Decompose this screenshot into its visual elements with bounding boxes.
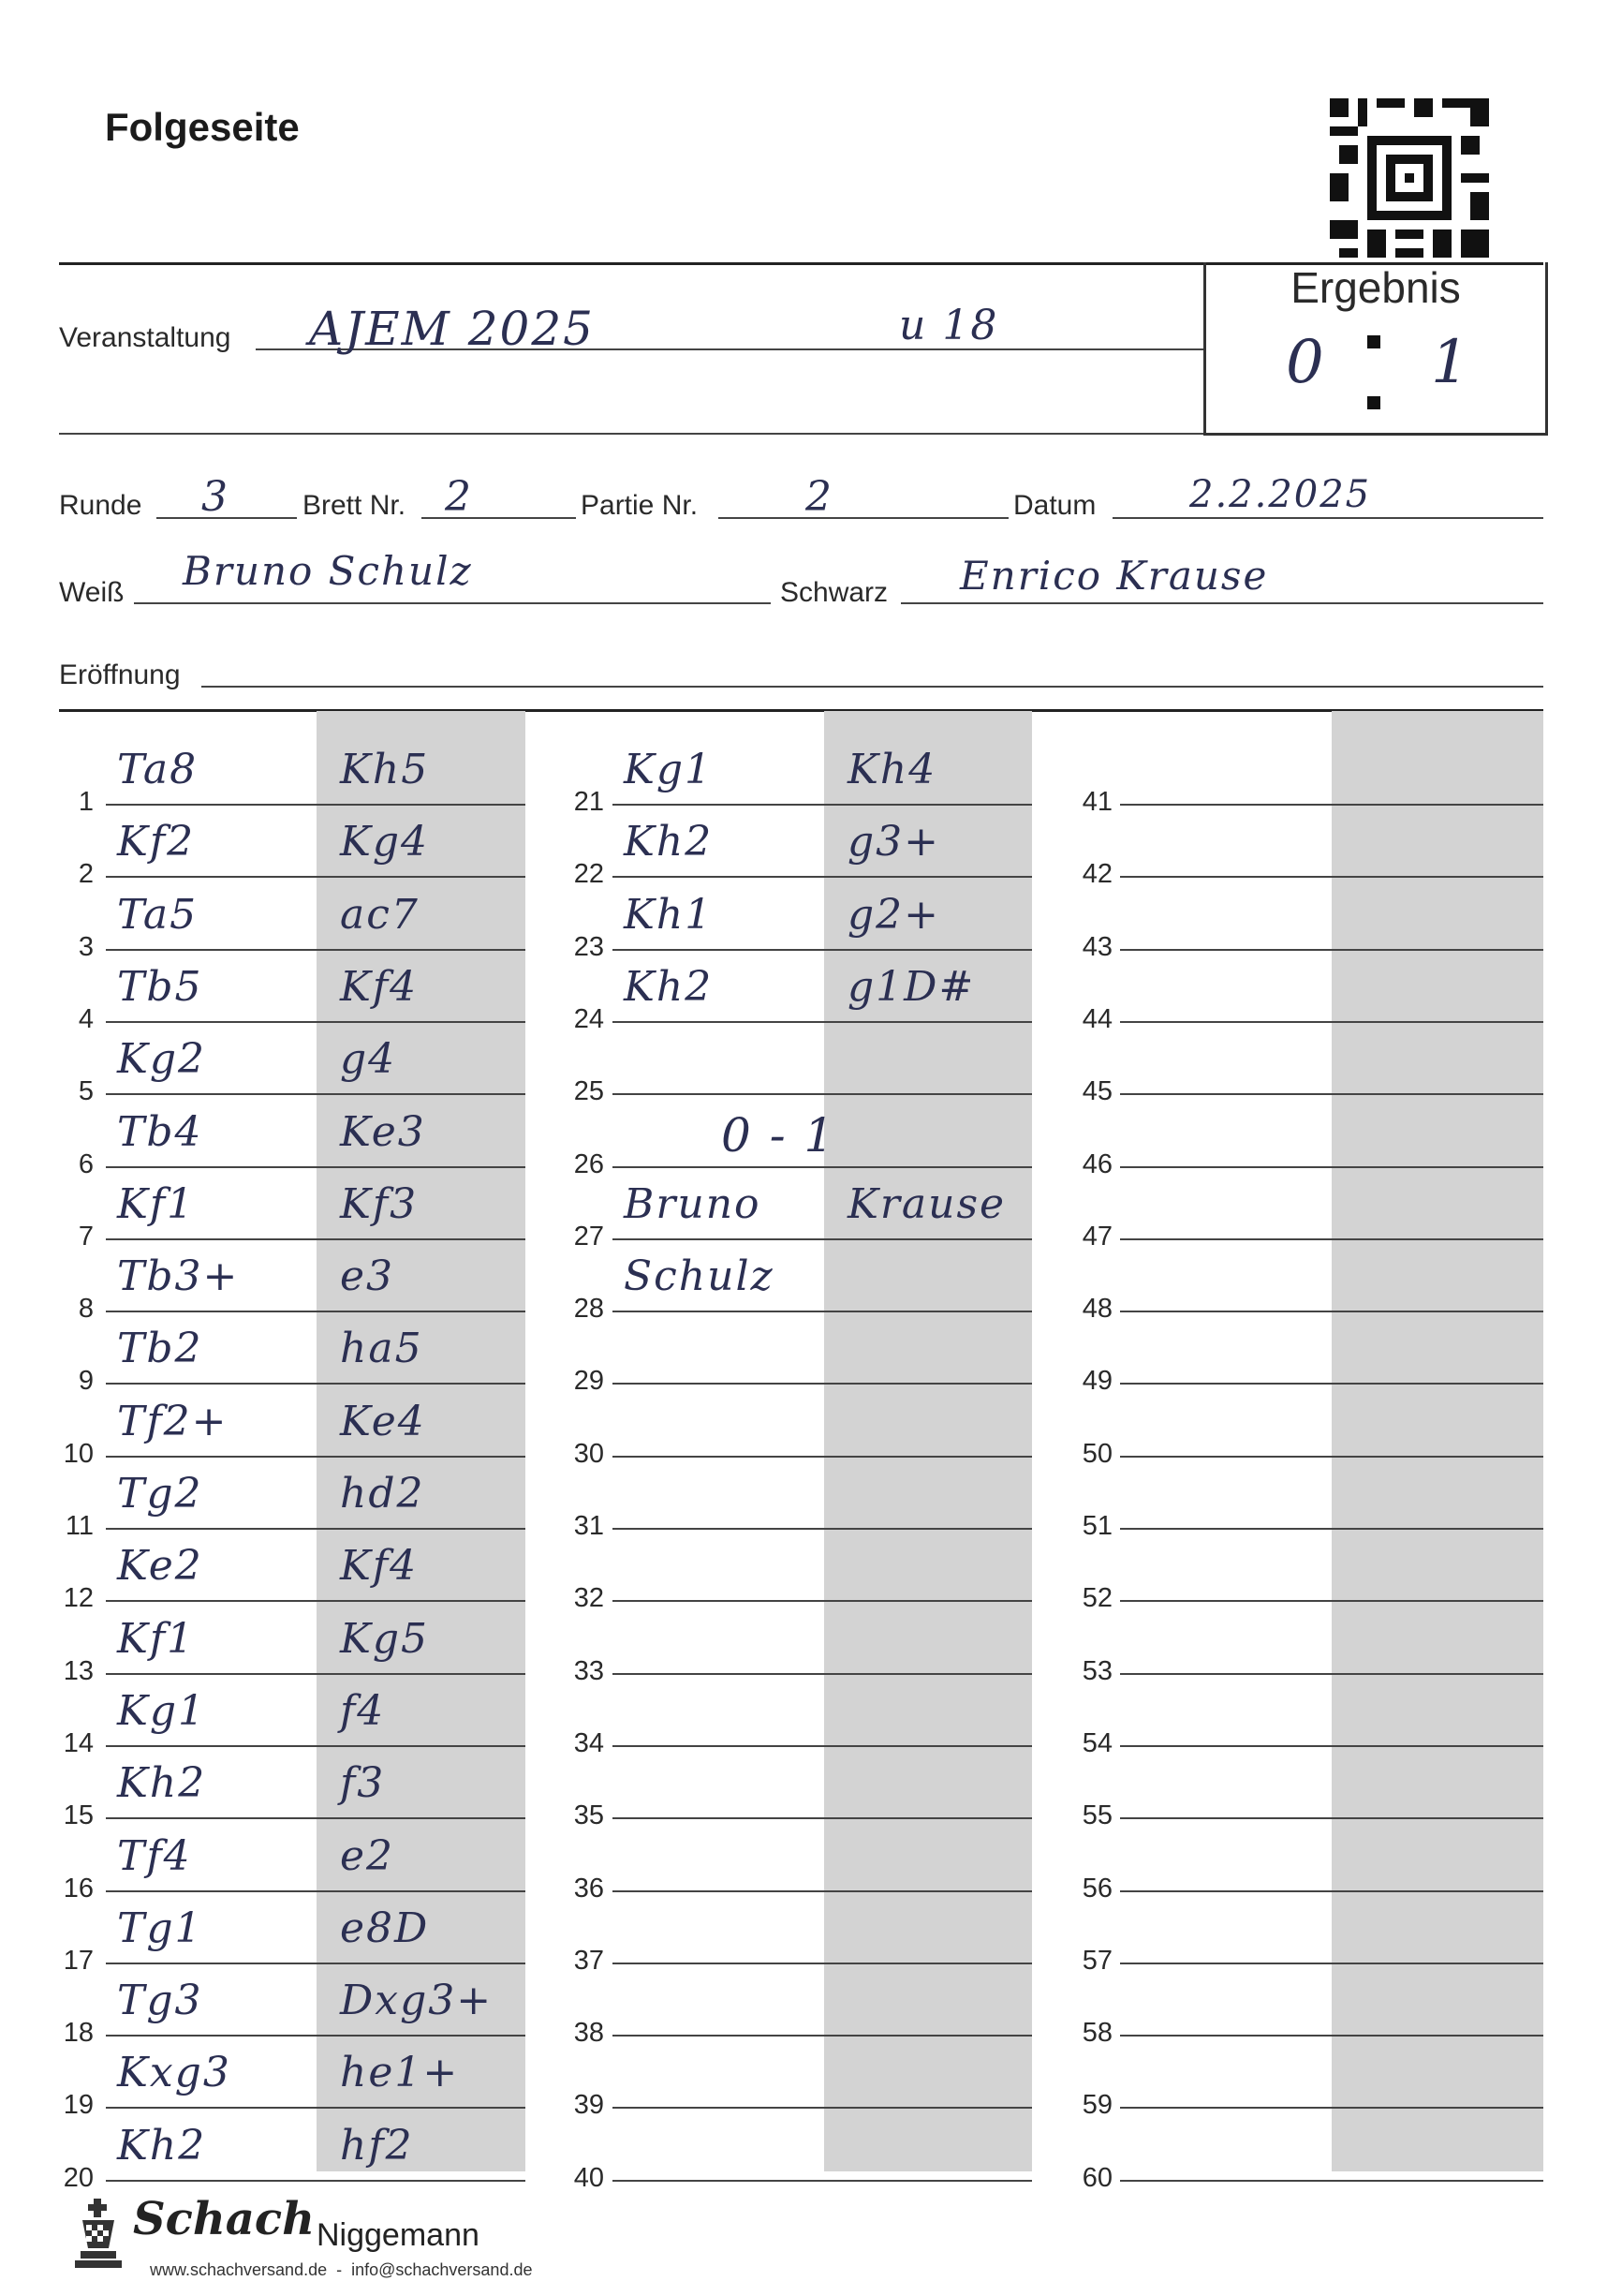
move-row-line: [106, 2035, 525, 2037]
black-column-3-shading: [1332, 711, 1543, 2171]
chess-king-logo-icon: [66, 2197, 131, 2272]
move-row-line: [106, 1166, 525, 1168]
move-number: 55: [1082, 1800, 1113, 1830]
schwarz-label: Schwarz: [780, 577, 889, 608]
black-move: Kf4: [340, 1542, 419, 1590]
move-row-line: [612, 1528, 1032, 1530]
white-move: Ta8: [117, 746, 199, 793]
black-move: hf2: [340, 2122, 414, 2170]
black-move: Krause: [848, 1180, 1007, 1228]
white-move: Kg1: [624, 746, 714, 793]
white-move: Tf4: [117, 1832, 192, 1880]
move-number: 53: [1082, 1656, 1113, 1686]
white-move: Kh1: [624, 891, 714, 939]
brand-script: Schach: [133, 2193, 316, 2245]
move-row-line: [612, 1456, 1032, 1458]
move-row-line: [612, 1093, 1032, 1095]
move-row-line: [612, 1817, 1032, 1819]
black-move: f4: [340, 1687, 386, 1735]
move-number: 9: [78, 1366, 94, 1396]
move-number: 50: [1082, 1439, 1113, 1469]
move-number: 7: [78, 1222, 94, 1252]
eroeffnung-label: Eröffnung: [59, 659, 181, 690]
brand-name: Niggemann: [317, 2217, 479, 2253]
move-row-line: [612, 2107, 1032, 2109]
white-move: Tb2: [117, 1325, 203, 1372]
move-number: 20: [63, 2163, 94, 2193]
move-number: 19: [63, 2090, 94, 2120]
move-number: 13: [63, 1656, 94, 1686]
result-colon-bottom: [1367, 396, 1380, 409]
move-row-line: [106, 1456, 525, 1458]
black-move: Ke3: [340, 1108, 426, 1156]
move-number: 33: [573, 1656, 604, 1686]
result-left: 0: [1286, 328, 1326, 397]
result-colon-top: [1367, 335, 1380, 348]
move-number: 44: [1082, 1004, 1113, 1034]
black-move: e3: [340, 1252, 395, 1300]
move-row-line: [106, 804, 525, 806]
move-number: 57: [1082, 1946, 1113, 1976]
black-move: ha5: [340, 1325, 423, 1372]
result-label: Ergebnis: [1290, 263, 1461, 312]
move-number: 42: [1082, 859, 1113, 889]
move-number: 15: [63, 1800, 94, 1830]
veranstaltung-label: Veranstaltung: [59, 322, 231, 353]
white-move: Kh2: [624, 963, 714, 1011]
move-row-line: [106, 1600, 525, 1602]
move-row-line: [612, 876, 1032, 878]
move-row-line: [106, 1238, 525, 1240]
move-number: 41: [1082, 787, 1113, 817]
brand-contact: www.schachversand.de - info@schachversand.de: [150, 2260, 533, 2279]
move-row-line: [1120, 1817, 1543, 1819]
black-move: hd2: [340, 1470, 425, 1518]
move-row-line: [106, 2107, 525, 2109]
move-number: 38: [573, 2018, 604, 2048]
white-move: Kf1: [117, 1180, 196, 1228]
move-row-line: [1120, 1021, 1543, 1023]
veranstaltung-bottom-line: [59, 433, 1203, 435]
move-row-line: [1120, 1166, 1543, 1168]
move-row-line: [106, 949, 525, 951]
move-row-line: [106, 1021, 525, 1023]
move-number: 54: [1082, 1728, 1113, 1758]
move-row-line: [106, 1745, 525, 1747]
black-move: Ke4: [340, 1398, 426, 1445]
runde-value: 3: [201, 473, 229, 521]
page-title: Folgeseite: [105, 105, 300, 149]
black-move: Kf4: [340, 963, 419, 1011]
move-row-line: [106, 876, 525, 878]
white-move: Kh2: [117, 1759, 207, 1807]
move-number: 3: [78, 932, 94, 962]
black-move: f3: [340, 1759, 386, 1807]
move-row-line: [1120, 1383, 1543, 1385]
move-row-line: [612, 949, 1032, 951]
black-move: he1+: [340, 2049, 460, 2096]
move-number: 46: [1082, 1149, 1113, 1179]
move-number: 30: [573, 1439, 604, 1469]
white-move: Kf2: [117, 818, 196, 866]
move-number: 58: [1082, 2018, 1113, 2048]
move-number: 51: [1082, 1511, 1113, 1541]
move-number: 47: [1082, 1222, 1113, 1252]
weiss-value: Bruno Schulz: [183, 548, 473, 594]
qr-code-icon: [1330, 98, 1489, 258]
weiss-label: Weiß: [59, 577, 125, 608]
veranstaltung-value: AJEM 2025: [309, 302, 595, 356]
white-move: Tg1: [117, 1904, 203, 1952]
white-move: 0 - 1: [721, 1108, 836, 1163]
move-row-line: [612, 1238, 1032, 1240]
weiss-line: [134, 602, 771, 604]
brett-label: Brett Nr.: [302, 490, 406, 521]
black-move: g1D#: [848, 963, 976, 1011]
move-row-line: [1120, 1528, 1543, 1530]
move-number: 2: [78, 859, 94, 889]
move-row-line: [612, 1166, 1032, 1168]
black-move: Kh5: [340, 746, 430, 793]
move-row-line: [106, 1383, 525, 1385]
move-number: 5: [78, 1076, 94, 1106]
move-number: 17: [63, 1946, 94, 1976]
eroeffnung-line: [201, 686, 1543, 688]
move-row-line: [1120, 949, 1543, 951]
move-number: 35: [573, 1800, 604, 1830]
white-move: Schulz: [624, 1252, 774, 1300]
white-move: Bruno: [624, 1180, 761, 1228]
black-move: Kf3: [340, 1180, 419, 1228]
black-move: Kg5: [340, 1615, 430, 1663]
move-row-line: [1120, 1600, 1543, 1602]
move-number: 16: [63, 1874, 94, 1903]
move-row-line: [106, 1673, 525, 1675]
move-number: 4: [78, 1004, 94, 1034]
black-move: Dxg3+: [340, 1977, 494, 2024]
move-row-line: [612, 1600, 1032, 1602]
move-row-line: [1120, 1238, 1543, 1240]
move-row-line: [612, 1963, 1032, 1964]
white-move: Tb3+: [117, 1252, 240, 1300]
move-number: 18: [63, 2018, 94, 2048]
move-number: 56: [1082, 1874, 1113, 1903]
white-move: Kf1: [117, 1615, 196, 1663]
move-number: 6: [78, 1149, 94, 1179]
move-row-line: [612, 2180, 1032, 2182]
move-number: 34: [573, 1728, 604, 1758]
white-move: Kh2: [624, 818, 714, 866]
black-move: g2+: [848, 891, 941, 939]
move-row-line: [106, 1528, 525, 1530]
move-number: 60: [1082, 2163, 1113, 2193]
veranstaltung-extra: u 18: [899, 302, 999, 349]
black-move: ac7: [340, 891, 420, 939]
move-number: 12: [63, 1583, 94, 1613]
move-row-line: [1120, 804, 1543, 806]
move-number: 36: [573, 1874, 604, 1903]
move-row-line: [1120, 876, 1543, 878]
move-number: 45: [1082, 1076, 1113, 1106]
move-row-line: [1120, 1093, 1543, 1095]
move-row-line: [106, 2180, 525, 2182]
partie-line: [718, 517, 1009, 519]
move-row-line: [1120, 1963, 1543, 1964]
result-box: [1203, 262, 1548, 436]
move-row-line: [1120, 2035, 1543, 2037]
move-row-line: [1120, 1456, 1543, 1458]
datum-line: [1113, 517, 1543, 519]
move-row-line: [612, 2035, 1032, 2037]
move-number: 11: [65, 1511, 94, 1541]
schwarz-line: [901, 602, 1543, 604]
move-number: 21: [573, 787, 604, 817]
black-move: e8D: [340, 1904, 430, 1952]
move-row-line: [1120, 1673, 1543, 1675]
datum-value: 2.2.2025: [1189, 473, 1372, 516]
move-number: 29: [573, 1366, 604, 1396]
move-row-line: [612, 1383, 1032, 1385]
move-number: 10: [63, 1439, 94, 1469]
move-number: 52: [1082, 1583, 1113, 1613]
runde-label: Runde: [59, 490, 142, 521]
move-row-line: [612, 1021, 1032, 1023]
move-number: 24: [573, 1004, 604, 1034]
move-number: 27: [573, 1222, 604, 1252]
move-row-line: [1120, 2180, 1543, 2182]
move-number: 43: [1082, 932, 1113, 962]
move-row-line: [612, 804, 1032, 806]
move-number: 49: [1082, 1366, 1113, 1396]
move-row-line: [612, 1673, 1032, 1675]
white-move: Tg3: [117, 1977, 203, 2024]
moves-top-divider: [59, 709, 1543, 712]
move-number: 23: [573, 932, 604, 962]
white-move: Tb4: [117, 1108, 203, 1156]
move-number: 37: [573, 1946, 604, 1976]
move-number: 28: [573, 1294, 604, 1324]
black-move: g3+: [848, 818, 941, 866]
partie-value: 2: [805, 473, 833, 521]
move-row-line: [106, 1817, 525, 1819]
move-number: 31: [573, 1511, 604, 1541]
move-row-line: [1120, 2107, 1543, 2109]
partie-label: Partie Nr.: [581, 490, 699, 521]
move-row-line: [106, 1890, 525, 1892]
white-move: Kg2: [117, 1035, 207, 1083]
move-number: 22: [573, 859, 604, 889]
move-number: 40: [573, 2163, 604, 2193]
move-row-line: [612, 1745, 1032, 1747]
move-number: 26: [573, 1149, 604, 1179]
black-move: Kg4: [340, 818, 430, 866]
result-right: 1: [1431, 328, 1471, 397]
move-row-line: [106, 1963, 525, 1964]
white-move: Ke2: [117, 1542, 203, 1590]
move-number: 48: [1082, 1294, 1113, 1324]
white-move: Tb5: [117, 963, 203, 1011]
move-number: 39: [573, 2090, 604, 2120]
move-number: 1: [78, 787, 94, 817]
brett-value: 2: [445, 473, 473, 521]
white-move: Kh2: [117, 2122, 207, 2170]
move-row-line: [612, 1890, 1032, 1892]
move-row-line: [1120, 1745, 1543, 1747]
white-move: Kxg3: [117, 2049, 231, 2096]
move-row-line: [1120, 1890, 1543, 1892]
white-move: Tg2: [117, 1470, 203, 1518]
move-number: 25: [573, 1076, 604, 1106]
move-row-line: [106, 1093, 525, 1095]
schwarz-value: Enrico Krause: [960, 553, 1269, 599]
datum-label: Datum: [1013, 490, 1097, 521]
move-number: 59: [1082, 2090, 1113, 2120]
white-move: Tf2+: [117, 1398, 229, 1445]
move-row-line: [106, 1311, 525, 1312]
move-number: 8: [78, 1294, 94, 1324]
white-move: Kg1: [117, 1687, 207, 1735]
white-move: Ta5: [117, 891, 199, 939]
move-row-line: [612, 1311, 1032, 1312]
black-move: Kh4: [848, 746, 937, 793]
move-number: 32: [573, 1583, 604, 1613]
black-move: e2: [340, 1832, 395, 1880]
black-move: g4: [340, 1035, 397, 1083]
move-row-line: [1120, 1311, 1543, 1312]
move-number: 14: [63, 1728, 94, 1758]
